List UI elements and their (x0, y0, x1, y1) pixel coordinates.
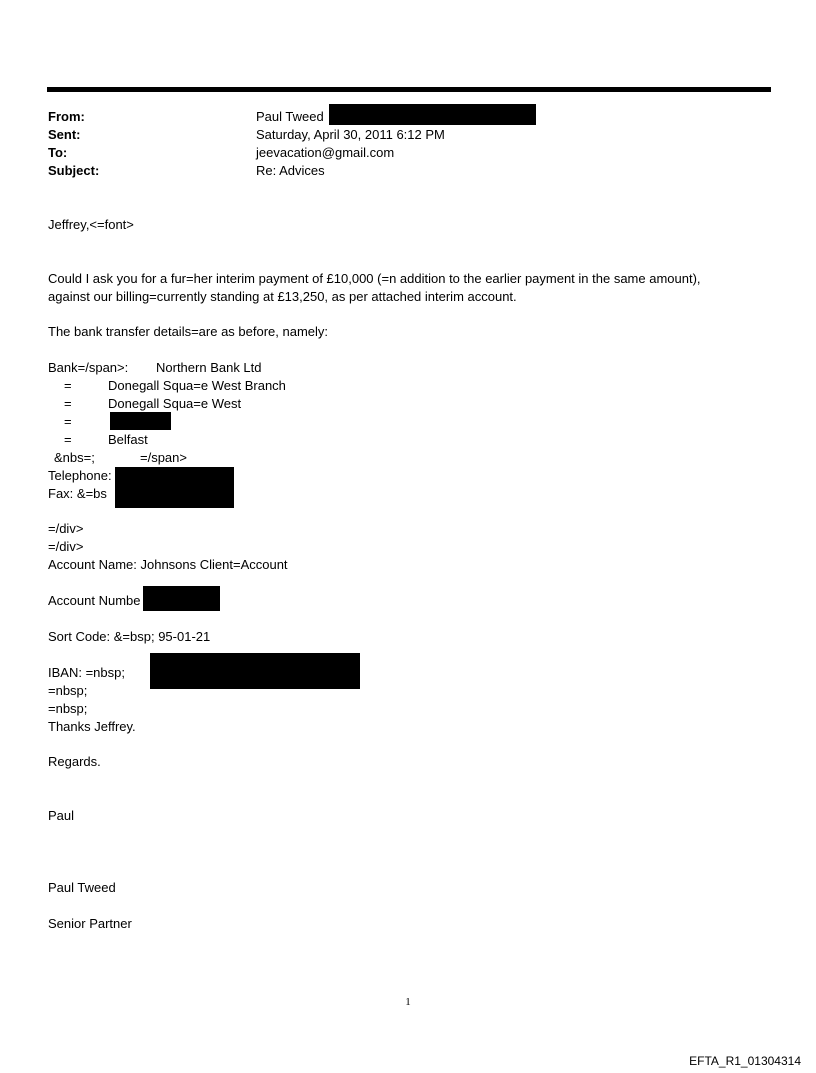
header-rule (47, 87, 771, 92)
nbsp-line-2: =nbsp; (48, 701, 88, 716)
to-value: jeevacation@gmail.com (256, 145, 395, 160)
redaction-iban (150, 653, 360, 689)
bank-row (48, 359, 262, 377)
redaction-from-email (329, 104, 536, 125)
thanks-line: Thanks Jeffrey. (48, 719, 136, 734)
signoff-first-name: Paul (48, 808, 75, 823)
redaction-address (110, 412, 171, 430)
address-eq-3: = (64, 414, 72, 429)
bank-label: Bank=/span>: (48, 360, 129, 375)
para2: The bank transfer details=are as before, namely: (48, 324, 329, 339)
redaction-phone-fax (115, 467, 234, 508)
address-line-1: Donegall Squa=e West Branch (108, 378, 286, 393)
account-name: Account Name: Johnsons Client=Account (48, 557, 288, 572)
sent-label: Sent: (48, 127, 81, 142)
nbs-right: =/span> (140, 450, 187, 465)
address-city: Belfast (108, 432, 148, 447)
regards-line: Regards. (48, 754, 101, 769)
iban-label: IBAN: =nbsp; (48, 665, 125, 680)
from-label: From: (48, 109, 85, 124)
address-eq-1: = (64, 378, 72, 393)
greeting: Jeffrey,<=font> (48, 217, 134, 232)
document-id: EFTA_R1_01304314 (689, 1054, 801, 1068)
sent-value: Saturday, April 30, 2011 6:12 PM (256, 127, 445, 142)
signature-name: Paul Tweed (48, 880, 116, 895)
div-close-1: =/div> (48, 521, 84, 536)
account-number-label: Account Numbe (48, 593, 141, 608)
para1-line1: Could I ask you for a fur=her interim payment of £10,000 (=n addition to the earlier payment in the same amount), (48, 271, 701, 286)
signature-title: Senior Partner (48, 916, 132, 931)
nbsp-line-1: =nbsp; (48, 683, 88, 698)
from-value: Paul Tweed (256, 109, 324, 124)
fax-label: Fax: &=bs (48, 486, 107, 501)
div-close-2: =/div> (48, 539, 84, 554)
page-number: 1 (405, 996, 411, 1008)
address-line-2: Donegall Squa=e West (108, 396, 242, 411)
para1-line2: against our billing=currently standing at £13,250, as per attached interim account. (48, 289, 517, 304)
nbs-left: &nbs=; (54, 450, 95, 465)
subject-label: Subject: (48, 163, 100, 178)
address-eq-2: = (64, 396, 72, 411)
address-eq-4: = (64, 432, 72, 447)
bank-name: Northern Bank Ltd (156, 360, 262, 375)
subject-value: Re: Advices (256, 163, 325, 178)
telephone-label: Telephone: (48, 468, 112, 483)
redaction-account-number (143, 586, 220, 611)
to-label: To: (48, 145, 68, 160)
sort-code: Sort Code: &=bsp; 95-01-21 (48, 629, 211, 644)
